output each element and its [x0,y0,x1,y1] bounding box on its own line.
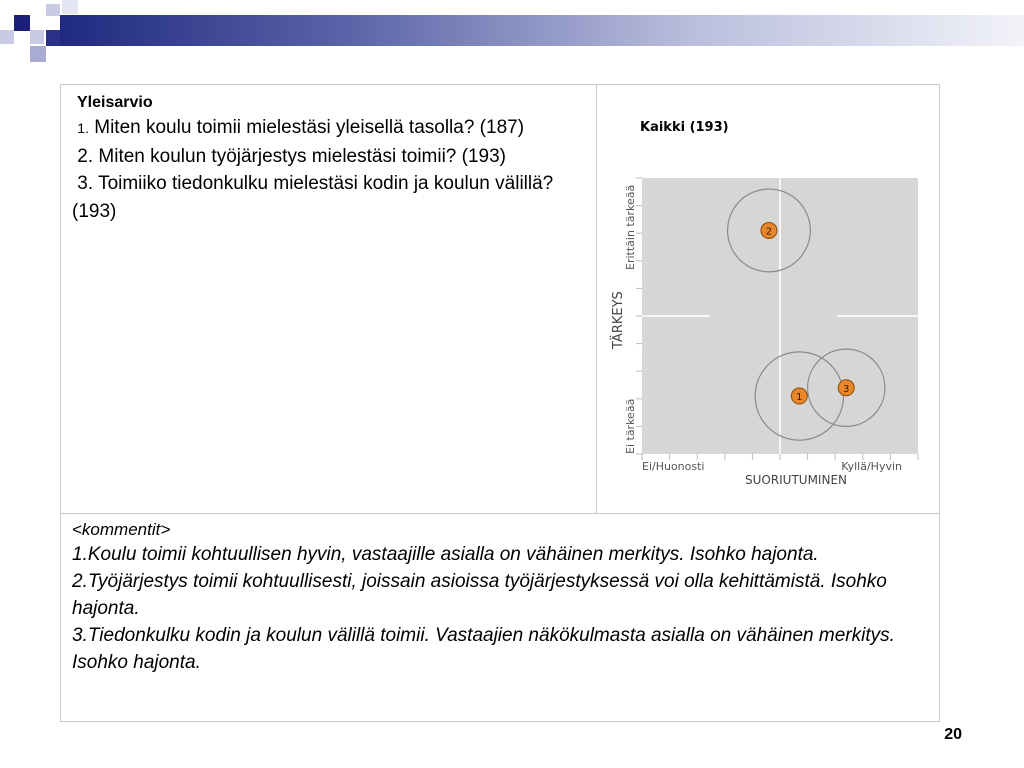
comment-item: 2.Työjärjestys toimii kohtuullisesti, joissain asioissa työjärjestyksessä voi olla kehittämistä. Isohko hajonta. [72,571,887,619]
y-axis-title: TÄRKEYS [611,291,626,349]
questions-title: Yleisarvio [77,94,153,111]
y-low-label: Ei tärkeää [624,398,637,454]
question-3 [72,170,584,225]
data-point-label: 3 [843,383,850,395]
importance-performance-chart [600,110,930,490]
page-number: 20 [944,726,962,743]
question-3-text: 3. Toimiiko tiedonkulku mielestäsi kodin ja koulun välillä? (193) [72,173,554,222]
y-high-label: Erittäin tärkeää [624,184,637,270]
table-divider-horizontal [60,513,940,514]
header-gradient-bar [60,15,1024,46]
table-divider-vertical [596,84,597,513]
question-2-text: 2. Miten koulun työjärjestys mielestäsi toimii? (193) [77,145,507,167]
question-1 [72,114,584,143]
x-low-label: Ei/Huonosti [642,460,705,473]
question-1-number: 1. [77,120,89,136]
comments-cell [72,519,932,676]
data-point-label: 1 [796,392,803,404]
chart-title: Kaikki (193) [640,120,729,135]
x-high-label: Kyllä/Hyvin [841,460,902,473]
question-1-text: Miten koulu toimii mielestäsi yleisellä tasolla? (187) [94,117,525,138]
comment-item: 1.Koulu toimii kohtuullisen hyvin, vastaajille asialla on vähäinen merkitys. Isohko hajonta. [72,544,819,565]
questions-cell [72,92,584,225]
data-point-label: 2 [765,226,773,238]
comment-item: 3.Tiedonkulku kodin ja koulun välillä toimii. Vastaajien näkökulmasta asialla on vähäinen merkitys. Isohko hajonta. [72,625,895,673]
x-axis-title: SUORIUTUMINEN [744,473,847,487]
question-2 [72,143,584,171]
comments-heading: <kommentit> [72,520,171,539]
